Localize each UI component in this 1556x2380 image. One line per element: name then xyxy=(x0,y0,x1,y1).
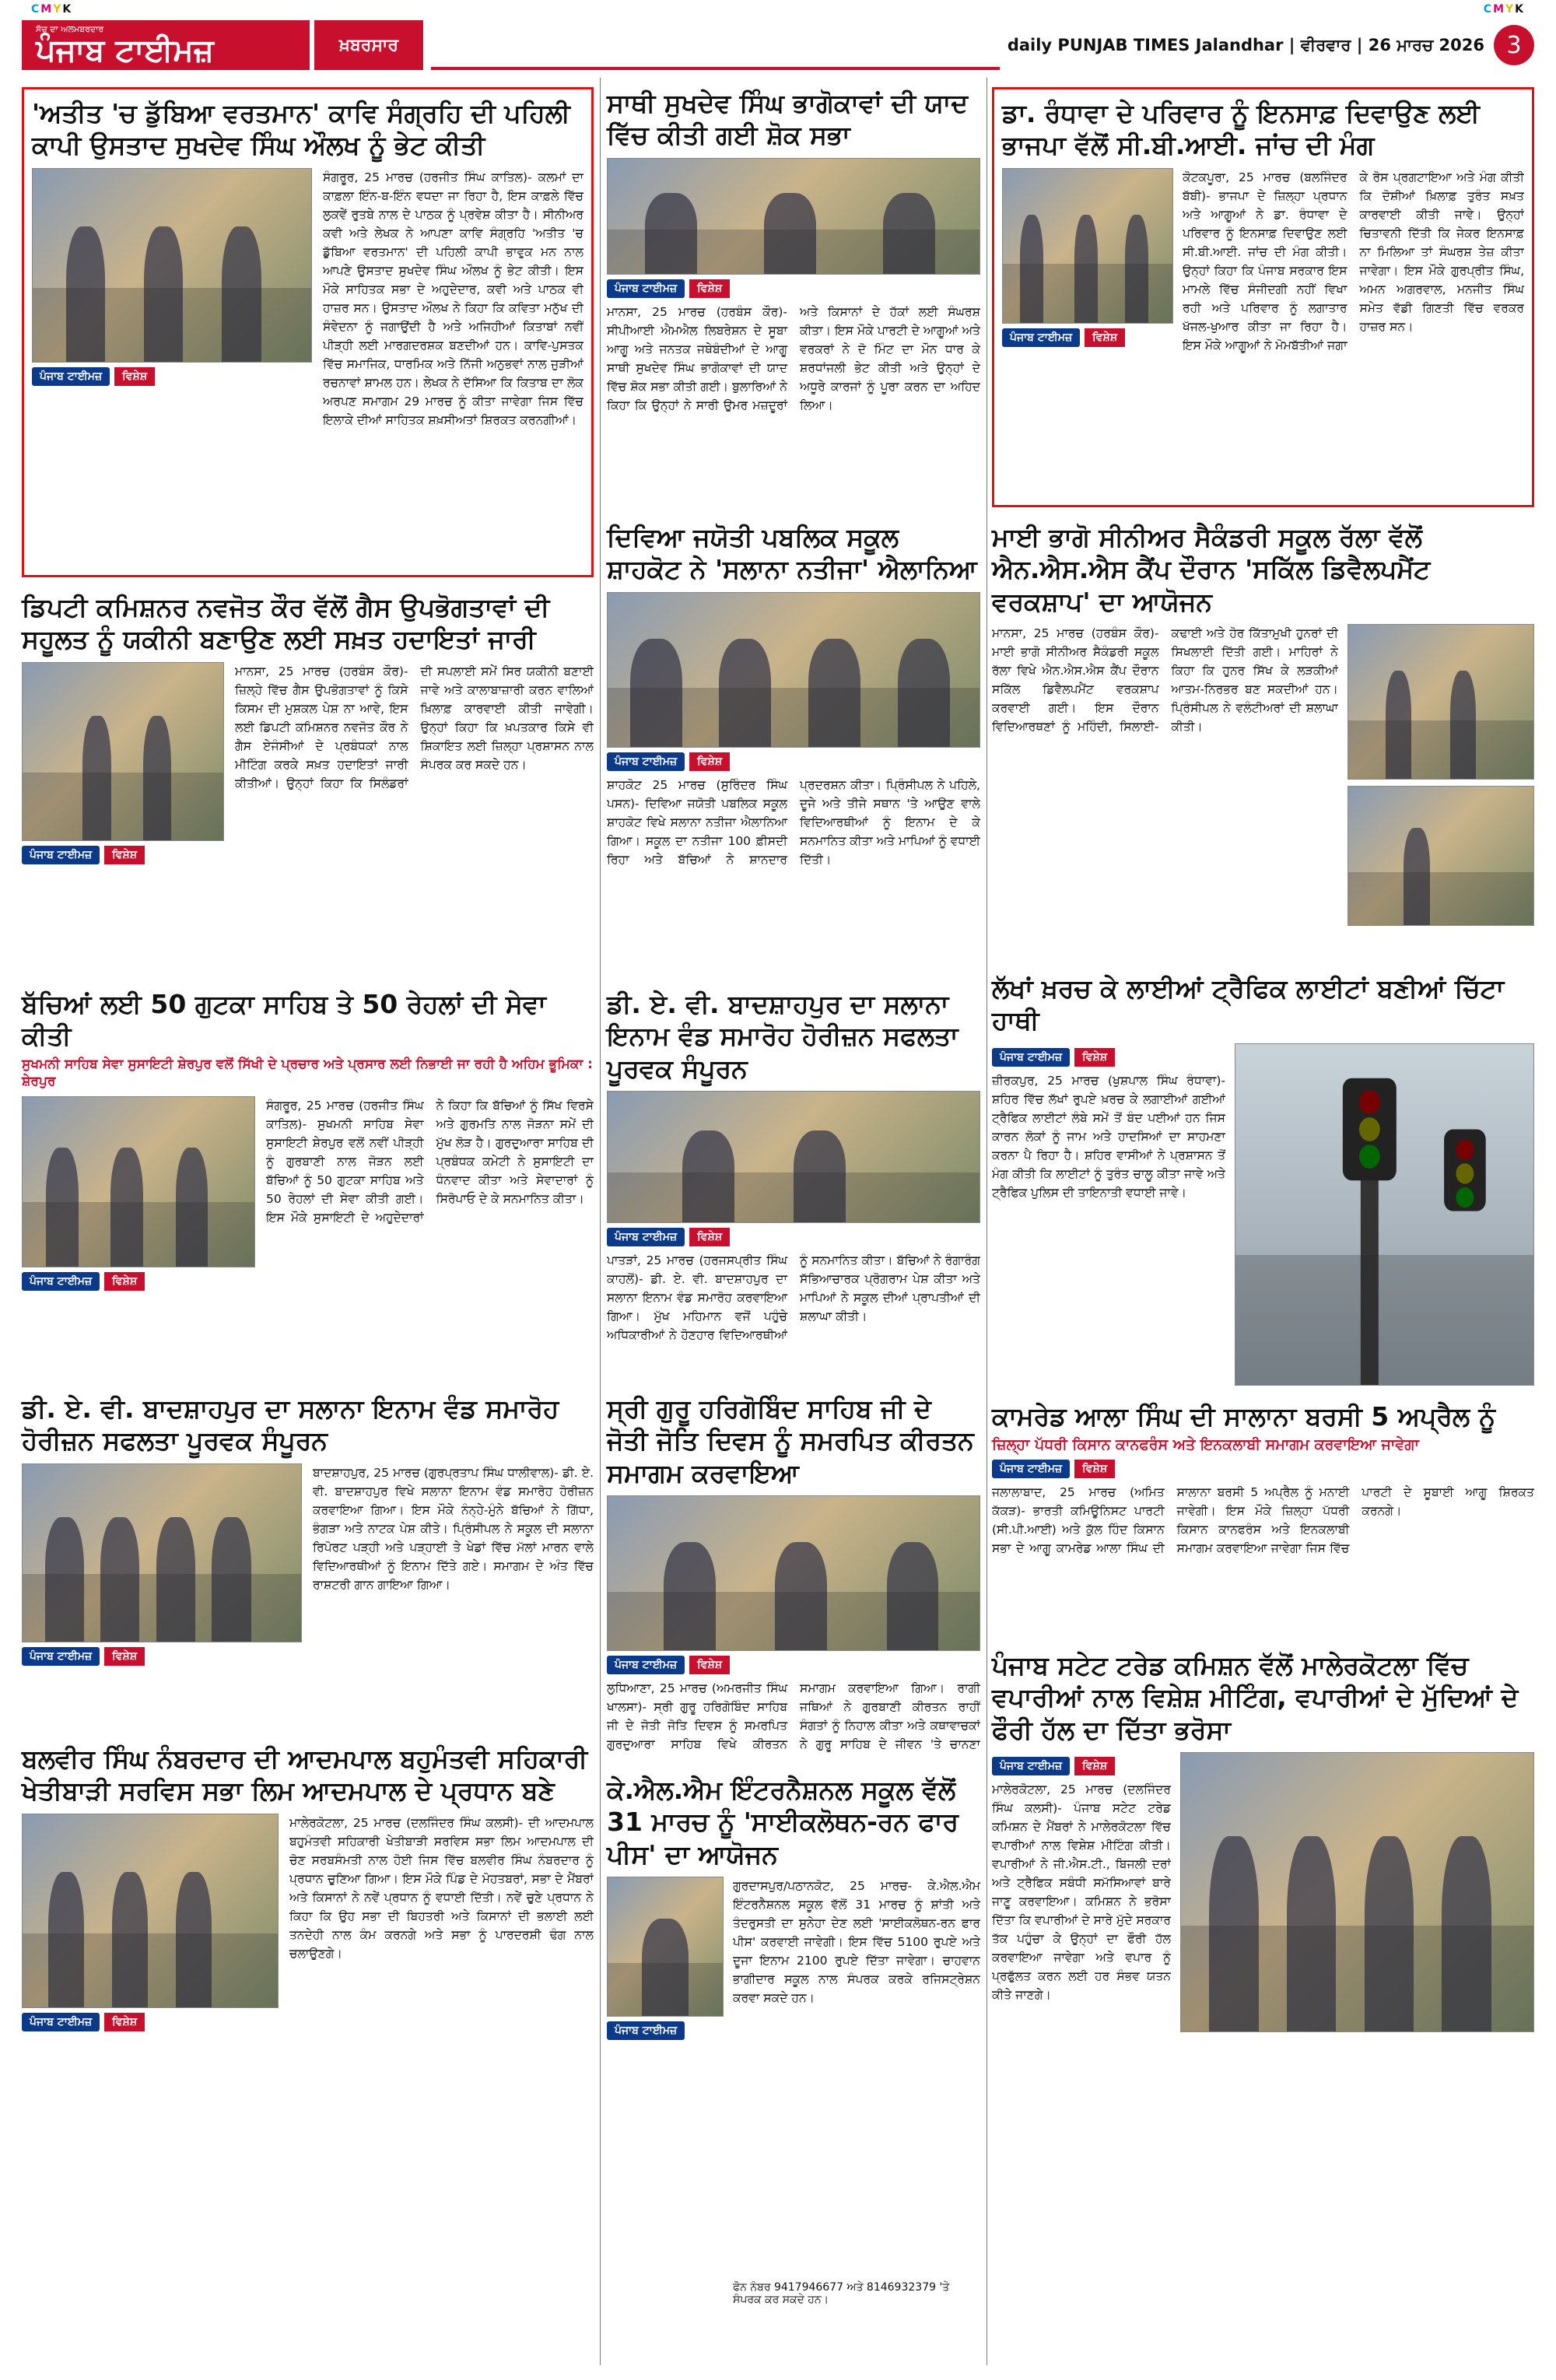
article-gas-supply xyxy=(22,591,594,973)
headline: ਕਾਮਰੇਡ ਆਲਾ ਸਿੰਘ ਦੀ ਸਾਲਾਨਾ ਬਰਸੀ 5 ਅਪ੍ਰੈਲ ਨੂੰ xyxy=(992,1401,1496,1432)
headline: 'ਅਤੀਤ 'ਚ ਡੁੱਬਿਆ ਵਰਤਮਾਨ' ਕਾਵਿ ਸੰਗ੍ਰਹਿ ਦੀ ਪਹਿਲੀ ਕਾਪੀ ਉਸਤਾਦ ਸੁਖਦੇਵ ਸਿੰਘ ਔਲਖ ਨੂੰ ਭੇਟ ਕੀਤੀ xyxy=(32,98,570,161)
news-photo xyxy=(1180,1752,1534,2032)
page-number: 3 xyxy=(1494,25,1534,65)
subheadline: ਸੁਖਮਨੀ ਸਾਹਿਬ ਸੇਵਾ ਸੁਸਾਇਟੀ ਸ਼ੇਰਪੁਰ ਵਲੋਂ ਸਿੱਖੀ ਦੇ ਪ੍ਰਚਾਰ ਅਤੇ ਪ੍ਰਸਾਰ ਲਈ ਨਿਭਾਈ ਜਾ ਰਹੀ ਹੈ ਅਹਿਮ ਭੂਮਿਕਾ : ਸ਼ੇਰਪੁਰ xyxy=(22,1056,593,1089)
news-photo xyxy=(22,1463,302,1642)
article-body: ਮਾਨਸਾ, 25 ਮਾਰਚ (ਹਰਬੰਸ ਕੌਰ)- ਜ਼ਿਲ੍ਹੇ ਵਿੱਚ ਗੈਸ ਉਪਭੋਗਤਾਵਾਂ ਨੂੰ ਕਿਸੇ ਕਿਸਮ ਦੀ ਮੁਸ਼ਕਲ ਪੇਸ਼ ਨਾ ਆਵੇ, ਇਸ ਲਈ ਡਿਪਟੀ ਕਮਿਸ਼ਨਰ ਨਵਜੋਤ ਕੌਰ ਨੇ ਗੈਸ ਏਜੰਸੀਆਂ ਦੇ ਪ੍ਰਬੰਧਕਾਂ ਨਾਲ ਮੀਟਿੰਗ ਕਰਕੇ ਸਖ਼ਤ ਹਦਾਇਤਾਂ ਜਾਰੀ ਕੀਤੀਆਂ। ਉਨ੍ਹਾਂ ਕਿਹਾ ਕਿ ਸਿਲੰਡਰਾਂ ਦੀ ਸਪਲਾਈ ਸਮੇਂ ਸਿਰ ਯਕੀਨੀ ਬਣਾਈ ਜਾਵੇ ਅਤੇ ਕਾਲਾਬਾਜ਼ਾਰੀ ਕਰਨ ਵਾਲਿਆਂ ਖ਼ਿਲਾਫ਼ ਕਾਰਵਾਈ ਕੀਤੀ ਜਾਵੇਗੀ। ਉਨ੍ਹਾਂ ਕਿਹਾ ਕਿ ਖ਼ਪਤਕਾਰ ਕਿਸੇ ਵੀ ਸ਼ਿਕਾਇਤ ਲਈ ਜ਼ਿਲ੍ਹਾ ਪ੍ਰਸ਼ਾਸਨ ਨਾਲ ਸੰਪਰਕ ਕਰ ਸਕਦੇ ਹਨ। xyxy=(235,664,594,790)
article-body: ਮਾਲੇਰਕੋਟਲਾ, 25 ਮਾਰਚ (ਦਲਜਿੰਦਰ ਸਿੰਘ ਕਲਸੀ)- ਪੰਜਾਬ ਸਟੇਟ ਟਰੇਡ ਕਮਿਸ਼ਨ ਦੇ ਮੈਂਬਰਾਂ ਨੇ ਮਾਲੇਰਕੋਟਲਾ ਵਿੱਚ ਵਪਾਰੀਆਂ ਨਾਲ ਵਿਸ਼ੇਸ਼ ਮੀਟਿੰਗ ਕੀਤੀ। ਵਪਾਰੀਆਂ ਨੇ ਜੀ.ਐਸ.ਟੀ., ਬਿਜਲੀ ਦਰਾਂ ਅਤੇ ਟ੍ਰੈਫਿਕ ਸਬੰਧੀ ਸਮੱਸਿਆਵਾਂ ਬਾਰੇ ਜਾਣੂ ਕਰਵਾਇਆ। ਕਮਿਸ਼ਨ ਨੇ ਭਰੋਸਾ ਦਿੱਤਾ ਕਿ ਵਪਾਰੀਆਂ ਦੇ ਸਾਰੇ ਮੁੱਦੇ ਸਰਕਾਰ ਤੱਕ ਪਹੁੰਚਾ ਕੇ ਉਨ੍ਹਾਂ ਦਾ ਫੌਰੀ ਹੱਲ ਕਰਵਾਇਆ ਜਾਵੇਗਾ ਅਤੇ ਵਪਾਰ ਨੂੰ ਪ੍ਰਫੁੱਲਤ ਕਰਨ ਲਈ ਹਰ ਸੰਭਵ ਯਤਨ ਕੀਤੇ ਜਾਣਗੇ। xyxy=(992,1782,1171,2002)
article-body: ਕੋਟਕਪੂਰਾ, 25 ਮਾਰਚ (ਬਲਜਿੰਦਰ ਬੱਬੀ)- ਭਾਜਪਾ ਦੇ ਜ਼ਿਲ੍ਹਾ ਪ੍ਰਧਾਨ ਅਤੇ ਆਗੂਆਂ ਨੇ ਡਾ. ਰੰਧਾਵਾ ਦੇ ਪਰਿਵਾਰ ਨੂੰ ਇਨਸਾਫ਼ ਦਿਵਾਉਣ ਲਈ ਸੀ.ਬੀ.ਆਈ. ਜਾਂਚ ਦੀ ਮੰਗ ਕੀਤੀ। ਉਨ੍ਹਾਂ ਕਿਹਾ ਕਿ ਪੰਜਾਬ ਸਰਕਾਰ ਇਸ ਮਾਮਲੇ ਵਿੱਚ ਸੰਜੀਦਗੀ ਨਹੀਂ ਵਿਖਾ ਰਹੀ ਅਤੇ ਪਰਿਵਾਰ ਨੂੰ ਲਗਾਤਾਰ ਖੱਜਲ-ਖੁਆਰ ਕੀਤਾ ਜਾ ਰਿਹਾ ਹੈ। ਇਸ ਮੌਕੇ ਆਗੂਆਂ ਨੇ ਮੋਮਬੱਤੀਆਂ ਜਗਾ ਕੇ ਰੋਸ ਪ੍ਰਗਟਾਇਆ ਅਤੇ ਮੰਗ ਕੀਤੀ ਕਿ ਦੋਸ਼ੀਆਂ ਖ਼ਿਲਾਫ਼ ਤੁਰੰਤ ਸਖ਼ਤ ਕਾਰਵਾਈ ਕੀਤੀ ਜਾਵੇ। ਉਨ੍ਹਾਂ ਚਿਤਾਵਨੀ ਦਿੱਤੀ ਕਿ ਜੇਕਰ ਇਨਸਾਫ਼ ਨਾ ਮਿਲਿਆ ਤਾਂ ਸੰਘਰਸ਼ ਤੇਜ਼ ਕੀਤਾ ਜਾਵੇਗਾ। ਇਸ ਮੌਕੇ ਗੁਰਪ੍ਰੀਤ ਸਿੰਘ, ਅਮਨ ਅਗਰਵਾਲ, ਮਨਜੀਤ ਸਿੰਘ ਸਮੇਤ ਵੱਡੀ ਗਿਣਤੀ ਵਿੱਚ ਵਰਕਰ ਹਾਜ਼ਰ ਸਨ। xyxy=(1183,170,1524,352)
article-nss-camp xyxy=(992,521,1534,957)
news-photo-2 xyxy=(1347,786,1534,926)
byline-tag: ਵਿਸ਼ੇਸ਼ xyxy=(689,1228,730,1246)
article-body: ਮਾਲੇਰਕੋਟਲਾ, 25 ਮਾਰਚ (ਦਲਜਿੰਦਰ ਸਿੰਘ ਕਲਸੀ)- ਦੀ ਆਦਮਪਾਲ ਬਹੁਮੰਤਵੀ ਸਹਿਕਾਰੀ ਖੇਤੀਬਾੜੀ ਸਰਵਿਸ ਸਭਾ ਲਿਮ ਆਦਮਪਾਲ ਦੀ ਚੋਣ ਸਰਬਸੰਮਤੀ ਨਾਲ ਹੋਈ ਜਿਸ ਵਿੱਚ ਬਲਵੀਰ ਸਿੰਘ ਨੰਬਰਦਾਰ ਨੂੰ ਪ੍ਰਧਾਨ ਚੁਣਿਆ ਗਿਆ। ਇਸ ਮੌਕੇ ਪਿੰਡ ਦੇ ਮੋਹਤਬਰਾਂ, ਸਭਾ ਦੇ ਮੈਂਬਰਾਂ ਅਤੇ ਕਿਸਾਨਾਂ ਨੇ ਨਵੇਂ ਪ੍ਰਧਾਨ ਨੂੰ ਵਧਾਈ ਦਿੱਤੀ। ਨਵੇਂ ਚੁਣੇ ਪ੍ਰਧਾਨ ਨੇ ਕਿਹਾ ਕਿ ਉਹ ਸਭਾ ਦੀ ਬਿਹਤਰੀ ਅਤੇ ਕਿਸਾਨਾਂ ਦੀ ਭਲਾਈ ਲਈ ਤਨਦੇਹੀ ਨਾਲ ਕੰਮ ਕਰਨਗੇ ਅਤੇ ਸਭਾ ਨੂੰ ਪਾਰਦਰਸ਼ੀ ਢੰਗ ਨਾਲ ਚਲਾਉਣਗੇ। xyxy=(289,1815,594,1961)
byline-tag: ਵਿਸ਼ੇਸ਼ xyxy=(114,367,155,386)
cmyk-y: Y xyxy=(53,3,63,16)
byline xyxy=(607,1656,730,1674)
byline-tag: ਵਿਸ਼ੇਸ਼ xyxy=(104,2013,145,2031)
byline-logo: ਪੰਜਾਬ ਟਾਈਮਜ਼ xyxy=(607,1656,685,1674)
article-condolence xyxy=(607,87,980,507)
cmyk-k: K xyxy=(62,3,73,16)
byline-tag: ਵਿਸ਼ੇਸ਼ xyxy=(1074,1048,1115,1067)
cmyk-c: C xyxy=(31,3,41,16)
byline-logo: ਪੰਜਾਬ ਟਾਈਮਜ਼ xyxy=(1002,328,1080,347)
headline: ਡੀ. ਏ. ਵੀ. ਬਾਦਸ਼ਾਹਪੁਰ ਦਾ ਸਲਾਨਾ ਇਨਾਮ ਵੰਡ ਸਮਾਰੋਹ ਹੋਰੀਜ਼ਨ ਸਫਲਤਾ ਪੂਰਵਕ ਸੰਪੂਰਨ xyxy=(22,1393,559,1456)
byline-logo: ਪੰਜਾਬ ਟਾਈਮਜ਼ xyxy=(22,1272,100,1291)
headline: ਦਿਵਿਆ ਜਯੋਤੀ ਪਬਲਿਕ ਸਕੂਲ ਸ਼ਾਹਕੋਟ ਨੇ 'ਸਲਾਨਾ ਨਤੀਜਾ' ਐਲਾਨਿਆ xyxy=(607,522,977,585)
masthead xyxy=(22,20,1534,70)
article-dav-prize-1 xyxy=(22,1393,594,1727)
masthead-rule xyxy=(431,44,1000,70)
byline xyxy=(22,846,145,864)
article-body: ਜ਼ੀਰਕਪੁਰ, 25 ਮਾਰਚ (ਖੁਸ਼ਪਾਲ ਸਿੰਘ ਰੰਧਾਵਾ)- ਸ਼ਹਿਰ ਵਿੱਚ ਲੱਖਾਂ ਰੁਪਏ ਖ਼ਰਚ ਕੇ ਲਗਾਈਆਂ ਗਈਆਂ ਟ੍ਰੈਫਿਕ ਲਾਈਟਾਂ ਲੰਬੇ ਸਮੇਂ ਤੋਂ ਬੰਦ ਪਈਆਂ ਹਨ ਜਿਸ ਕਾਰਨ ਲੋਕਾਂ ਨੂੰ ਜਾਮ ਅਤੇ ਹਾਦਸਿਆਂ ਦਾ ਸਾਹਮਣਾ ਕਰਨਾ ਪੈ ਰਿਹਾ ਹੈ। ਸ਼ਹਿਰ ਵਾਸੀਆਂ ਨੇ ਪ੍ਰਸ਼ਾਸਨ ਤੋਂ ਮੰਗ ਕੀਤੀ ਕਿ ਲਾਈਟਾਂ ਨੂੰ ਤੁਰੰਤ ਚਾਲੂ ਕੀਤਾ ਜਾਵੇ ਅਤੇ ਟ੍ਰੈਫਿਕ ਪੁਲਿਸ ਦੀ ਤਾਇਨਾਤੀ ਵਧਾਈ ਜਾਵੇ। xyxy=(992,1073,1225,1200)
byline-logo: ਪੰਜਾਬ ਟਾਈਮਜ਼ xyxy=(607,1228,685,1246)
byline-tag: ਵਿਸ਼ੇਸ਼ xyxy=(104,846,145,864)
cmyk-c: C xyxy=(1483,3,1494,16)
byline xyxy=(992,1460,1115,1478)
article-body: ਸ਼ਾਹਕੋਟ 25 ਮਾਰਚ (ਸੁਰਿੰਦਰ ਸਿੰਘ ਪਸਨ)- ਦਿਵਿਆ ਜਯੋਤੀ ਪਬਲਿਕ ਸਕੂਲ ਸ਼ਾਹਕੋਟ ਵਿਖੇ ਸਲਾਨਾ ਨਤੀਜਾ ਐਲਾਨਿਆ ਗਿਆ। ਸਕੂਲ ਦਾ ਨਤੀਜਾ 100 ਫ਼ੀਸਦੀ ਰਿਹਾ ਅਤੇ ਬੱਚਿਆਂ ਨੇ ਸ਼ਾਨਦਾਰ ਪ੍ਰਦਰਸ਼ਨ ਕੀਤਾ। ਪ੍ਰਿੰਸੀਪਲ ਨੇ ਪਹਿਲੇ, ਦੂਜੇ ਅਤੇ ਤੀਜੇ ਸਥਾਨ 'ਤੇ ਆਉਣ ਵਾਲੇ ਵਿਦਿਆਰਥੀਆਂ ਨੂੰ ਇਨਾਮ ਦੇ ਕੇ ਸਨਮਾਨਿਤ ਕੀਤਾ ਅਤੇ ਮਾਪਿਆਂ ਨੂੰ ਵਧਾਈ ਦਿੱਤੀ। xyxy=(607,777,980,867)
byline xyxy=(1002,328,1125,347)
byline-tag: ਵਿਸ਼ੇਸ਼ xyxy=(689,752,730,771)
article-divya-jyoti-result xyxy=(607,521,980,980)
byline xyxy=(607,2021,685,2040)
news-photo xyxy=(32,168,312,363)
brand-logo xyxy=(22,20,310,70)
byline xyxy=(607,752,730,771)
headline: ਪੰਜਾਬ ਸਟੇਟ ਟਰੇਡ ਕਮਿਸ਼ਨ ਵੱਲੋਂ ਮਾਲੇਰਕੋਟਲਾ ਵਿੱਚ ਵਪਾਰੀਆਂ ਨਾਲ ਵਿਸ਼ੇਸ਼ ਮੀਟਿੰਗ, ਵਪਾਰੀਆਂ ਦੇ ਮੁੱਦਿਆਂ ਦੇ ਫੌਰੀ ਹੱਲ ਦਾ ਦਿੱਤਾ ਭਰੋਸਾ xyxy=(992,1650,1519,1745)
traffic-light-icon xyxy=(1235,1044,1533,1385)
portrait-photo xyxy=(607,1877,724,2017)
news-photo xyxy=(1347,624,1534,780)
byline xyxy=(22,1647,145,1666)
headline: ਲੱਖਾਂ ਖ਼ਰਚ ਕੇ ਲਾਈਆਂ ਟ੍ਰੈਫਿਕ ਲਾਈਟਾਂ ਬਣੀਆਂ ਚਿੱਟਾ ਹਾਥੀ xyxy=(992,973,1505,1036)
byline-logo: ਪੰਜਾਬ ਟਾਈਮਜ਼ xyxy=(22,846,100,864)
article-body: ਲੁਧਿਆਣਾ, 25 ਮਾਰਚ (ਅਮਰਜੀਤ ਸਿੰਘ ਖਾਲਸਾ)- ਸ੍ਰੀ ਗੁਰੂ ਹਰਿਗੋਬਿੰਦ ਸਾਹਿਬ ਜੀ ਦੇ ਜੋਤੀ ਜੋਤਿ ਦਿਵਸ ਨੂੰ ਸਮਰਪਿਤ ਗੁਰਦੁਆਰਾ ਸਾਹਿਬ ਵਿਖੇ ਕੀਰਤਨ ਸਮਾਗਮ ਕਰਵਾਇਆ ਗਿਆ। ਰਾਗੀ ਜਥਿਆਂ ਨੇ ਗੁਰਬਾਣੀ ਕੀਰਤਨ ਰਾਹੀਂ ਸੰਗਤਾਂ ਨੂੰ ਨਿਹਾਲ ਕੀਤਾ ਅਤੇ ਕਥਾਵਾਚਕਾਂ ਨੇ ਗੁਰੂ ਸਾਹਿਬ ਦੇ ਜੀਵਨ 'ਤੇ ਚਾਨਣਾ xyxy=(607,1681,980,1751)
byline-logo: ਪੰਜਾਬ ਟਾਈਮਜ਼ xyxy=(992,1048,1070,1067)
headline: ਡਾ. ਰੰਧਾਵਾ ਦੇ ਪਰਿਵਾਰ ਨੂੰ ਇਨਸਾਫ਼ ਦਿਵਾਉਣ ਲਈ ਭਾਜਪਾ ਵੱਲੋਂ ਸੀ.ਬੀ.ਆਈ. ਜਾਂਚ ਦੀ ਮੰਗ xyxy=(1002,98,1481,161)
article-trade-commission xyxy=(992,1649,1534,2357)
byline xyxy=(992,1048,1115,1067)
byline-logo: ਪੰਜਾਬ ਟਾਈਮਜ਼ xyxy=(607,752,685,771)
byline-tag: ਵਿਸ਼ੇਸ਼ xyxy=(689,1656,730,1674)
article-body: ਮਾਨਸਾ, 25 ਮਾਰਚ (ਹਰਬੰਸ ਕੌਰ)- ਸੀਪੀਆਈ ਐਮਐਲ ਲਿਬਰੇਸ਼ਨ ਦੇ ਸੂਬਾ ਆਗੂ ਅਤੇ ਜਨਤਕ ਜਥੇਬੰਦੀਆਂ ਦੇ ਆਗੂ ਸਾਥੀ ਸੁਖਦੇਵ ਸਿੰਘ ਭਾਗੋਕਾਵਾਂ ਦੀ ਯਾਦ ਵਿੱਚ ਸ਼ੋਕ ਸਭਾ ਕੀਤੀ ਗਈ। ਬੁਲਾਰਿਆਂ ਨੇ ਕਿਹਾ ਕਿ ਉਨ੍ਹਾਂ ਨੇ ਸਾਰੀ ਉਮਰ ਮਜ਼ਦੂਰਾਂ ਅਤੇ ਕਿਸਾਨਾਂ ਦੇ ਹੱਕਾਂ ਲਈ ਸੰਘਰਸ਼ ਕੀਤਾ। ਇਸ ਮੌਕੇ ਪਾਰਟੀ ਦੇ ਆਗੂਆਂ ਅਤੇ ਵਰਕਰਾਂ ਨੇ ਦੋ ਮਿੰਟ ਦਾ ਮੌਨ ਧਾਰ ਕੇ ਸ਼ਰਧਾਂਜਲੀ ਭੇਟ ਕੀਤੀ ਅਤੇ ਉਨ੍ਹਾਂ ਦੇ ਅਧੂਰੇ ਕਾਰਜਾਂ ਨੂੰ ਪੂਰਾ ਕਰਨ ਦਾ ਅਹਿਦ ਲਿਆ। xyxy=(607,304,980,412)
byline-tag: ਵਿਸ਼ੇਸ਼ xyxy=(104,1647,145,1666)
article-body: ਪਾਤੜਾਂ, 25 ਮਾਰਚ (ਹਰਜਸਪ੍ਰੀਤ ਸਿੰਘ ਕਾਹਲੋਂ)- ਡੀ. ਏ. ਵੀ. ਬਾਦਸ਼ਾਹਪੁਰ ਦਾ ਸਲਾਨਾ ਇਨਾਮ ਵੰਡ ਸਮਾਰੋਹ ਕਰਵਾਇਆ ਗਿਆ। ਮੁੱਖ ਮਹਿਮਾਨ ਵਜੋਂ ਪਹੁੰਚੇ ਅਧਿਕਾਰੀਆਂ ਨੇ ਹੋਣਹਾਰ ਵਿਦਿਆਰਥੀਆਂ ਨੂੰ ਸਨਮਾਨਿਤ ਕੀਤਾ। ਬੱਚਿਆਂ ਨੇ ਰੰਗਾਰੰਗ ਸੱਭਿਆਚਾਰਕ ਪ੍ਰੋਗਰਾਮ ਪੇਸ਼ ਕੀਤਾ ਅਤੇ ਮਾਪਿਆਂ ਨੇ ਸਕੂਲ ਦੀਆਂ ਪ੍ਰਾਪਤੀਆਂ ਦੀ ਸ਼ਲਾਘਾ ਕੀਤੀ। xyxy=(607,1253,980,1342)
news-photo xyxy=(607,592,980,748)
byline-tag: ਵਿਸ਼ੇਸ਼ xyxy=(689,279,730,298)
brand-name: ਪੰਜਾਬ ਟਾਈਮਜ਼ xyxy=(36,33,214,68)
article-barsi xyxy=(992,1400,1534,1634)
section-label: ਖ਼ਬਰਸਾਰ xyxy=(314,20,423,70)
article-cyclothon xyxy=(607,1774,980,2357)
news-photo xyxy=(22,662,224,841)
cmyk-m: M xyxy=(40,3,54,16)
byline xyxy=(22,1272,145,1291)
article-body: ਜਲਾਲਾਬਾਦ, 25 ਮਾਰਚ (ਅਮਿਤ ਕੱਕੜ)- ਭਾਰਤੀ ਕਮਿਊਨਿਸਟ ਪਾਰਟੀ (ਸੀ.ਪੀ.ਆਈ) ਅਤੇ ਕੁੱਲ ਹਿੰਦ ਕਿਸਾਨ ਸਭਾ ਦੇ ਆਗੂ ਕਾਮਰੇਡ ਆਲਾ ਸਿੰਘ ਦੀ ਸਾਲਾਨਾ ਬਰਸੀ 5 ਅਪ੍ਰੈਲ ਨੂੰ ਮਨਾਈ ਜਾਵੇਗੀ। ਇਸ ਮੌਕੇ ਜ਼ਿਲ੍ਹਾ ਪੱਧਰੀ ਕਿਸਾਨ ਕਾਨਫਰੰਸ ਅਤੇ ਇਨਕਲਾਬੀ ਸਮਾਗਮ ਕਰਵਾਇਆ ਜਾਵੇਗਾ ਜਿਸ ਵਿੱਚ ਪਾਰਟੀ ਦੇ ਸੂਬਾਈ ਆਗੂ ਸ਼ਿਰਕਤ ਕਰਨਗੇ। xyxy=(992,1484,1534,1555)
news-photo xyxy=(607,158,980,275)
headline: ਸ੍ਰੀ ਗੁਰੂ ਹਰਿਗੋਬਿੰਦ ਸਾਹਿਬ ਜੀ ਦੇ ਜੋਤੀ ਜੋਤਿ ਦਿਵਸ ਨੂੰ ਸਮਰਪਿਤ ਕੀਰਤਨ ਸਮਾਗਮ ਕਰਵਾਇਆ xyxy=(607,1393,974,1488)
article-body: ਸੰਗਰੂਰ, 25 ਮਾਰਚ (ਹਰਜੀਤ ਸਿੰਘ ਕਾਤਿਲ)- ਸੁਖਮਨੀ ਸਾਹਿਬ ਸੇਵਾ ਸੁਸਾਇਟੀ ਸ਼ੇਰਪੁਰ ਵਲੋਂ ਨਵੀਂ ਪੀੜ੍ਹੀ ਨੂੰ ਗੁਰਬਾਣੀ ਨਾਲ ਜੋੜਨ ਲਈ ਬੱਚਿਆਂ ਨੂੰ 50 ਗੁਟਕਾ ਸਾਹਿਬ ਅਤੇ 50 ਰੇਹਲਾਂ ਦੀ ਸੇਵਾ ਕੀਤੀ ਗਈ। ਇਸ ਮੌਕੇ ਸੁਸਾਇਟੀ ਦੇ ਅਹੁਦੇਦਾਰਾਂ ਨੇ ਕਿਹਾ ਕਿ ਬੱਚਿਆਂ ਨੂੰ ਸਿੱਖ ਵਿਰਸੇ ਅਤੇ ਗੁਰਮਤਿ ਨਾਲ ਜੋੜਨਾ ਸਮੇਂ ਦੀ ਮੁੱਖ ਲੋੜ ਹੈ। ਗੁਰਦੁਆਰਾ ਸਾਹਿਬ ਦੀ ਪ੍ਰਬੰਧਕ ਕਮੇਟੀ ਨੇ ਸੁਸਾਇਟੀ ਦਾ ਧੰਨਵਾਦ ਕੀਤਾ ਅਤੇ ਸੇਵਾਦਾਰਾਂ ਨੂੰ ਸਿਰੋਪਾਓ ਦੇ ਕੇ ਸਨਮਾਨਿਤ ਕੀਤਾ। xyxy=(266,1098,594,1225)
byline-logo: ਪੰਜਾਬ ਟਾਈਮਜ਼ xyxy=(607,2021,685,2040)
headline: ਬਲਵੀਰ ਸਿੰਘ ਨੰਬਰਦਾਰ ਦੀ ਆਦਮਪਾਲ ਬਹੁਮੰਤਵੀ ਸਹਿਕਾਰੀ ਖੇਤੀਬਾੜੀ ਸਰਵਿਸ ਸਭਾ ਲਿਮ ਆਦਮਪਾਲ ਦੇ ਪ੍ਰਧਾਨ ਬਣੇ xyxy=(22,1744,588,1807)
news-photo xyxy=(607,1495,980,1651)
contact-phone: ਫੋਨ ਨੰਬਰ 9417946677 ਅਤੇ 8146932379 'ਤੇ ਸੰਪਰਕ ਕਰ ਸਕਦੇ ਹਨ। xyxy=(733,2280,950,2306)
byline-logo: ਪੰਜਾਬ ਟਾਈਮਜ਼ xyxy=(607,279,685,298)
byline-tag: ਵਿਸ਼ੇਸ਼ xyxy=(1074,1460,1115,1478)
news-photo xyxy=(607,1091,980,1223)
byline xyxy=(607,1228,730,1246)
traffic-light-photo xyxy=(1235,1043,1534,1386)
cmyk-y: Y xyxy=(1505,3,1516,16)
dateline: daily PUNJAB TIMES Jalandhar | ਵੀਰਵਾਰ | 26 ਮਾਰਚ 2026 xyxy=(1007,35,1484,54)
cmyk-m: M xyxy=(1493,3,1505,16)
headline: ਸਾਥੀ ਸੁਖਦੇਵ ਸਿੰਘ ਭਾਗੋਕਾਵਾਂ ਦੀ ਯਾਦ ਵਿੱਚ ਕੀਤੀ ਗਈ ਸ਼ੋਕ ਸਭਾ xyxy=(607,88,969,151)
byline-tag: ਵਿਸ਼ੇਸ਼ xyxy=(1085,328,1125,347)
headline: ਮਾਈ ਭਾਗੋ ਸੀਨੀਅਰ ਸੈਕੰਡਰੀ ਸਕੂਲ ਰੱਲਾ ਵੱਲੋਂ ਐਨ.ਐਸ.ਐਸ ਕੈਂਪ ਦੌਰਾਨ 'ਸਕਿੱਲ ਡਿਵੈਲਪਮੈਂਟ ਵਰਕਸ਼ਾਪ' ਦਾ ਆਯੋਜਨ xyxy=(992,522,1431,617)
headline: ਡੀ. ਏ. ਵੀ. ਬਾਦਸ਼ਾਹਪੁਰ ਦਾ ਸਲਾਨਾ ਇਨਾਮ ਵੰਡ ਸਮਾਰੋਹ ਹੋਰੀਜ਼ਨ ਸਫਲਤਾ ਪੂਰਵਕ ਸੰਪੂਰਨ xyxy=(607,989,958,1084)
headline: ਡਿਪਟੀ ਕਮਿਸ਼ਨਰ ਨਵਜੋਤ ਕੌਰ ਵੱਲੋਂ ਗੈਸ ਉਪਭੋਗਤਾਵਾਂ ਦੀ ਸਹੂਲਤ ਨੂੰ ਯਕੀਨੀ ਬਣਾਉਣ ਲਈ ਸਖ਼ਤ ਹਦਾਇਤਾਂ ਜਾਰੀ xyxy=(22,592,550,655)
cmyk-k: K xyxy=(1515,3,1525,16)
article-book-release xyxy=(22,87,594,577)
article-body: ਗੁਰਦਾਸਪੁਰ/ਪਠਾਨਕੋਟ, 25 ਮਾਰਚ- ਕੇ.ਐਲ.ਐਮ ਇੰਟਰਨੈਸ਼ਨਲ ਸਕੂਲ ਵੱਲੋਂ 31 ਮਾਰਚ ਨੂੰ ਸ਼ਾਂਤੀ ਅਤੇ ਤੰਦਰੁਸਤੀ ਦਾ ਸੁਨੇਹਾ ਦੇਣ ਲਈ 'ਸਾਈਕਲੋਥਨ-ਰਨ ਫਾਰ ਪੀਸ' ਕਰਵਾਈ ਜਾਵੇਗੀ। ਇਸ ਵਿੱਚ 5100 ਰੁਪਏ ਅਤੇ ਦੂਜਾ ਇਨਾਮ 2100 ਰੁਪਏ ਦਿੱਤਾ ਜਾਵੇਗਾ। ਚਾਹਵਾਨ ਭਾਗੀਦਾਰ ਸਕੂਲ ਨਾਲ ਸੰਪਰਕ ਕਰਕੇ ਰਜਿਸਟ੍ਰੇਸ਼ਨ ਕਰਵਾ ਸਕਦੇ ਹਨ। xyxy=(733,1878,980,2005)
article-traffic-lights xyxy=(992,973,1534,1385)
byline-tag: ਵਿਸ਼ੇਸ਼ xyxy=(1074,1757,1115,1775)
byline-logo: ਪੰਜਾਬ ਟਾਈਮਜ਼ xyxy=(992,1757,1070,1775)
article-gutka-sahib xyxy=(22,988,594,1377)
subheadline: ਜ਼ਿਲ੍ਹਾ ਪੱਧਰੀ ਕਿਸਾਨ ਕਾਨਫਰੰਸ ਅਤੇ ਇਨਕਲਾਬੀ ਸਮਾਗਮ ਕਰਵਾਇਆ ਜਾਵੇਗਾ xyxy=(992,1436,1419,1454)
byline xyxy=(22,2013,145,2031)
article-dav-prize-2 xyxy=(607,988,980,1377)
byline-logo: ਪੰਜਾਬ ਟਾਈਮਜ਼ xyxy=(32,367,110,386)
article-body: ਮਾਨਸਾ, 25 ਮਾਰਚ (ਹਰਬੰਸ ਕੌਰ)- ਮਾਈ ਭਾਗੋ ਸੀਨੀਅਰ ਸੈਕੰਡਰੀ ਸਕੂਲ ਰੱਲਾ ਵਿਖੇ ਐਨ.ਐਸ.ਐਸ ਕੈਂਪ ਦੌਰਾਨ ਸਕਿੱਲ ਡਿਵੈਲਪਮੈਂਟ ਵਰਕਸ਼ਾਪ ਕਰਵਾਈ ਗਈ। ਇਸ ਦੌਰਾਨ ਵਿਦਿਆਰਥਣਾਂ ਨੂੰ ਮਹਿੰਦੀ, ਸਿਲਾਈ-ਕਢਾਈ ਅਤੇ ਹੋਰ ਕਿੱਤਾਮੁਖੀ ਹੁਨਰਾਂ ਦੀ ਸਿਖਲਾਈ ਦਿੱਤੀ ਗਈ। ਮਾਹਿਰਾਂ ਨੇ ਕਿਹਾ ਕਿ ਹੁਨਰ ਸਿੱਖ ਕੇ ਲੜਕੀਆਂ ਆਤਮ-ਨਿਰਭਰ ਬਣ ਸਕਦੀਆਂ ਹਨ। ਪ੍ਰਿੰਸੀਪਲ ਨੇ ਵਲੰਟੀਅਰਾਂ ਦੀ ਸ਼ਲਾਘਾ ਕੀਤੀ। xyxy=(992,626,1338,734)
article-body: ਬਾਦਸ਼ਾਹਪੁਰ, 25 ਮਾਰਚ (ਗੁਰਪ੍ਰਤਾਪ ਸਿੰਘ ਧਾਲੀਵਾਲ)- ਡੀ. ਏ. ਵੀ. ਬਾਦਸ਼ਾਹਪੁਰ ਵਿਖੇ ਸਲਾਨਾ ਇਨਾਮ ਵੰਡ ਸਮਾਰੋਹ ਹੋਰੀਜ਼ਨ ਕਰਵਾਇਆ ਗਿਆ। ਇਸ ਮੌਕੇ ਨੰਨ੍ਹੇ-ਮੁੰਨੇ ਬੱਚਿਆਂ ਨੇ ਗਿੱਧਾ, ਭੰਗੜਾ ਅਤੇ ਨਾਟਕ ਪੇਸ਼ ਕੀਤੇ। ਪ੍ਰਿੰਸੀਪਲ ਨੇ ਸਕੂਲ ਦੀ ਸਲਾਨਾ ਰਿਪੋਰਟ ਪੜ੍ਹੀ ਅਤੇ ਪੜ੍ਹਾਈ ਤੇ ਖੇਡਾਂ ਵਿੱਚ ਮੱਲਾਂ ਮਾਰਨ ਵਾਲੇ ਵਿਦਿਆਰਥੀਆਂ ਨੂੰ ਇਨਾਮ ਦਿੱਤੇ ਗਏ। ਸਮਾਗਮ ਦੇ ਅੰਤ ਵਿੱਚ ਰਾਸ਼ਟਰੀ ਗਾਨ ਗਾਇਆ ਗਿਆ। xyxy=(313,1465,594,1592)
news-photo xyxy=(1002,168,1173,324)
byline xyxy=(32,367,155,386)
byline-logo: ਪੰਜਾਬ ਟਾਈਮਜ਼ xyxy=(22,1647,100,1666)
column-divider xyxy=(600,78,601,2365)
article-cbi-demand xyxy=(992,87,1534,507)
news-photo xyxy=(22,1096,255,1267)
byline-tag: ਵਿਸ਼ੇਸ਼ xyxy=(104,1272,145,1291)
headline: ਬੱਚਿਆਂ ਲਈ 50 ਗੁਟਕਾ ਸਾਹਿਬ ਤੇ 50 ਰੇਹਲਾਂ ਦੀ ਸੇਵਾ ਕੀਤੀ xyxy=(22,989,546,1052)
brand-tagline: ਸੱਚ ਦਾ ਅਲਮਬਰਦਾਰ xyxy=(36,24,104,34)
byline xyxy=(992,1757,1115,1775)
byline-logo: ਪੰਜਾਬ ਟਾਈਮਜ਼ xyxy=(992,1460,1070,1478)
article-body: ਸੰਗਰੂਰ, 25 ਮਾਰਚ (ਹਰਜੀਤ ਸਿੰਘ ਕਾਤਿਲ)- ਕਲਮਾਂ ਦਾ ਕਾਫ਼ਲਾ ਇੰਨ-ਬ-ਇੰਨ ਵਧਦਾ ਜਾ ਰਿਹਾ ਹੈ, ਇਸ ਕਾਫ਼ਲੇ ਵਿੱਚ ਲੁਕਵੇਂ ਰੁਤਬੇ ਨਾਲ ਦੇ ਪਾਠਕ ਨੂੰ ਪ੍ਰਵੇਸ਼ ਕੀਤਾ ਹੈ। ਸੀਨੀਅਰ ਕਵੀ ਅਤੇ ਲੇਖਕ ਨੇ ਆਪਣਾ ਕਾਵਿ ਸੰਗ੍ਰਹਿ 'ਅਤੀਤ 'ਚ ਡੁੱਬਿਆ ਵਰਤਮਾਨ' ਦੀ ਪਹਿਲੀ ਕਾਪੀ ਭਾਵੁਕ ਮਨ ਨਾਲ ਆਪਣੇ ਉਸਤਾਦ ਸੁਖਦੇਵ ਸਿੰਘ ਔਲਖ ਨੂੰ ਭੇਟ ਕੀਤੀ। ਇਸ ਮੌਕੇ ਸਾਹਿਤਕ ਸਭਾ ਦੇ ਅਹੁਦੇਦਾਰ, ਕਵੀ ਅਤੇ ਪਾਠਕ ਵੀ ਹਾਜ਼ਰ ਸਨ। ਉਸਤਾਦ ਔਲਖ ਨੇ ਕਿਹਾ ਕਿ ਕਵਿਤਾ ਮਨੁੱਖ ਦੀ ਸੰਵੇਦਨਾ ਨੂੰ ਜਗਾਉਂਦੀ ਹੈ ਅਤੇ ਅਜਿਹੀਆਂ ਕਿਤਾਬਾਂ ਨਵੀਂ ਪੀੜ੍ਹੀ ਲਈ ਮਾਰਗਦਰਸ਼ਕ ਬਣਦੀਆਂ ਹਨ। ਕਾਵਿ-ਪੁਸਤਕ ਵਿੱਚ ਸਮਾਜਿਕ, ਧਾਰਮਿਕ ਅਤੇ ਨਿੱਜੀ ਅਨੁਭਵਾਂ ਨਾਲ ਜੁੜੀਆਂ ਰਚਨਾਵਾਂ ਸ਼ਾਮਲ ਹਨ। ਲੇਖਕ ਨੇ ਦੱਸਿਆ ਕਿ ਕਿਤਾਬ ਦਾ ਲੋਕ ਅਰਪਣ ਸਮਾਗਮ 29 ਮਾਰਚ ਨੂੰ ਕੀਤਾ ਜਾਵੇਗਾ ਜਿਸ ਵਿੱਚ ਇਲਾਕੇ ਦੀਆਂ ਸਾਹਿਤਕ ਸ਼ਖ਼ਸੀਅਤਾਂ ਸ਼ਿਰਕਤ ਕਰਨਗੀਆਂ। xyxy=(323,170,584,427)
article-kirtan-samagam xyxy=(607,1393,980,1758)
news-photo xyxy=(22,1814,279,2008)
byline xyxy=(607,279,730,298)
byline-logo: ਪੰਜਾਬ ਟਾਈਮਜ਼ xyxy=(22,2013,100,2031)
article-cooperative-election xyxy=(22,1743,594,2357)
headline: ਕੇ.ਐਲ.ਐਮ ਇੰਟਰਨੈਸ਼ਨਲ ਸਕੂਲ ਵੱਲੋਂ 31 ਮਾਰਚ ਨੂੰ 'ਸਾਈਕਲੋਥਨ-ਰਨ ਫਾਰ ਪੀਸ' ਦਾ ਆਯੋਜਨ xyxy=(607,1775,958,1870)
